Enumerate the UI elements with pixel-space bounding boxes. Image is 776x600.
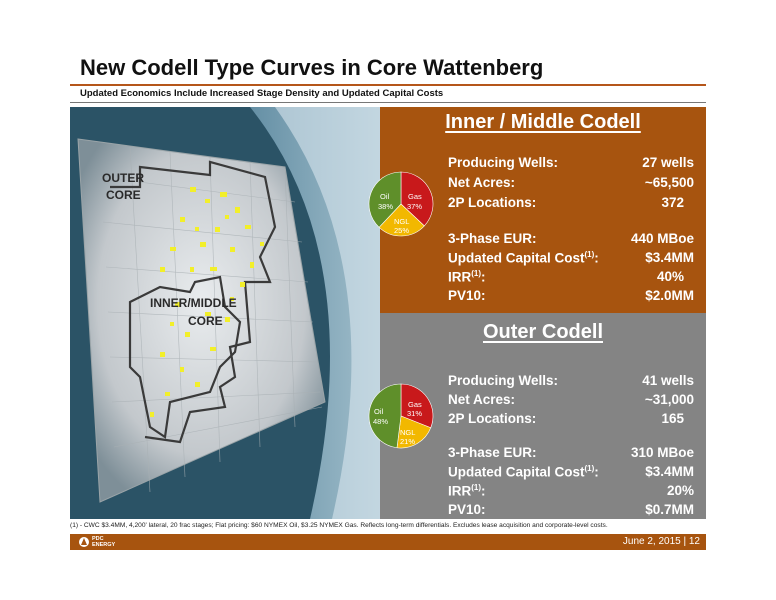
inner-stat-producing-wells: Producing Wells: 27 wells [448, 155, 694, 170]
outer-core-label-2: CORE [106, 188, 141, 202]
inner-middle-codell-panel [380, 107, 706, 313]
outer-pie-gas-label: Gas [408, 400, 422, 409]
inner-pie-oil-pct: 38% [378, 202, 394, 211]
footer-date-page: June 2, 2015 | 12 [622, 536, 700, 547]
inner-stat-eur: 3-Phase EUR: 440 MBoe [448, 231, 694, 246]
inner-pie-ngl-label: NGL [394, 217, 410, 226]
outer-pie-ngl-label: NGL [400, 428, 416, 437]
outer-stat-net-acres: Net Acres: ~31,000 [448, 392, 694, 407]
inner-core-label-1: INNER/MIDDLE [150, 296, 237, 310]
footer-band [70, 534, 706, 550]
outer-pie-gas-pct: 31% [407, 409, 423, 418]
inner-stat-net-acres: Net Acres: ~65,500 [448, 175, 694, 190]
outer-core-label-1: OUTER [102, 171, 144, 185]
map-panel [70, 107, 380, 519]
outer-product-mix-pie [368, 383, 434, 449]
logo-text: PDC ENERGY [92, 536, 116, 548]
acreage-map-image [70, 107, 380, 519]
inner-panel-heading: Inner / Middle Codell [445, 111, 641, 133]
outer-stat-capital-cost: Updated Capital Cost$^{(1)}$: $3.4MM [448, 464, 694, 480]
slide-subtitle: Updated Economics Include Increased Stage Density and Updated Capital Costs [80, 88, 444, 99]
inner-pie-oil-label: Oil [380, 192, 390, 201]
inner-stat-pv10: PV10: $2.0MM [448, 288, 694, 303]
slide-title: New Codell Type Curves in Core Wattenberg [80, 55, 544, 80]
inner-core-label-2: CORE [188, 314, 223, 328]
inner-pie-gas-label: Gas [408, 192, 422, 201]
inner-stat-capital-cost: Updated Capital Cost$^{(1)}$: $3.4MM [448, 250, 694, 266]
inner-pie-gas-pct: 37% [407, 202, 423, 211]
subtitle-rule [70, 102, 706, 103]
inner-product-mix-pie [368, 171, 434, 237]
outer-pie-oil-pct: 48% [373, 417, 389, 426]
outer-pie-ngl-pct: 21% [400, 437, 416, 446]
outer-stat-2p-locations: 2P Locations: 165 [448, 411, 684, 426]
outer-panel-heading: Outer Codell [482, 321, 603, 343]
outer-stat-pv10: PV10: $0.7MM [448, 502, 694, 517]
outer-pie-oil-label: Oil [374, 407, 384, 416]
inner-pie-ngl-pct: 25% [394, 226, 410, 235]
outer-codell-panel [373, 313, 706, 519]
outer-stat-eur: 3-Phase EUR: 310 MBoe [448, 445, 694, 460]
footnote: (1) - CWC $3.4MM, 4,200' lateral, 20 frac stages; Flat pricing: $60 NYMEX Oil, $3.25 NYMEX Gas. Reflects long-term differentials. Excludes lease acquisition and corporate-level costs. [70, 522, 608, 529]
outer-stat-irr: IRR$^{(1)}$: 20% [448, 483, 694, 499]
outer-stat-producing-wells: Producing Wells: 41 wells [448, 373, 694, 388]
inner-stat-irr: IRR$^{(1)}$: 40% [448, 269, 684, 285]
inner-stat-2p-locations: 2P Locations: 372 [448, 195, 684, 210]
title-rule [70, 84, 706, 86]
